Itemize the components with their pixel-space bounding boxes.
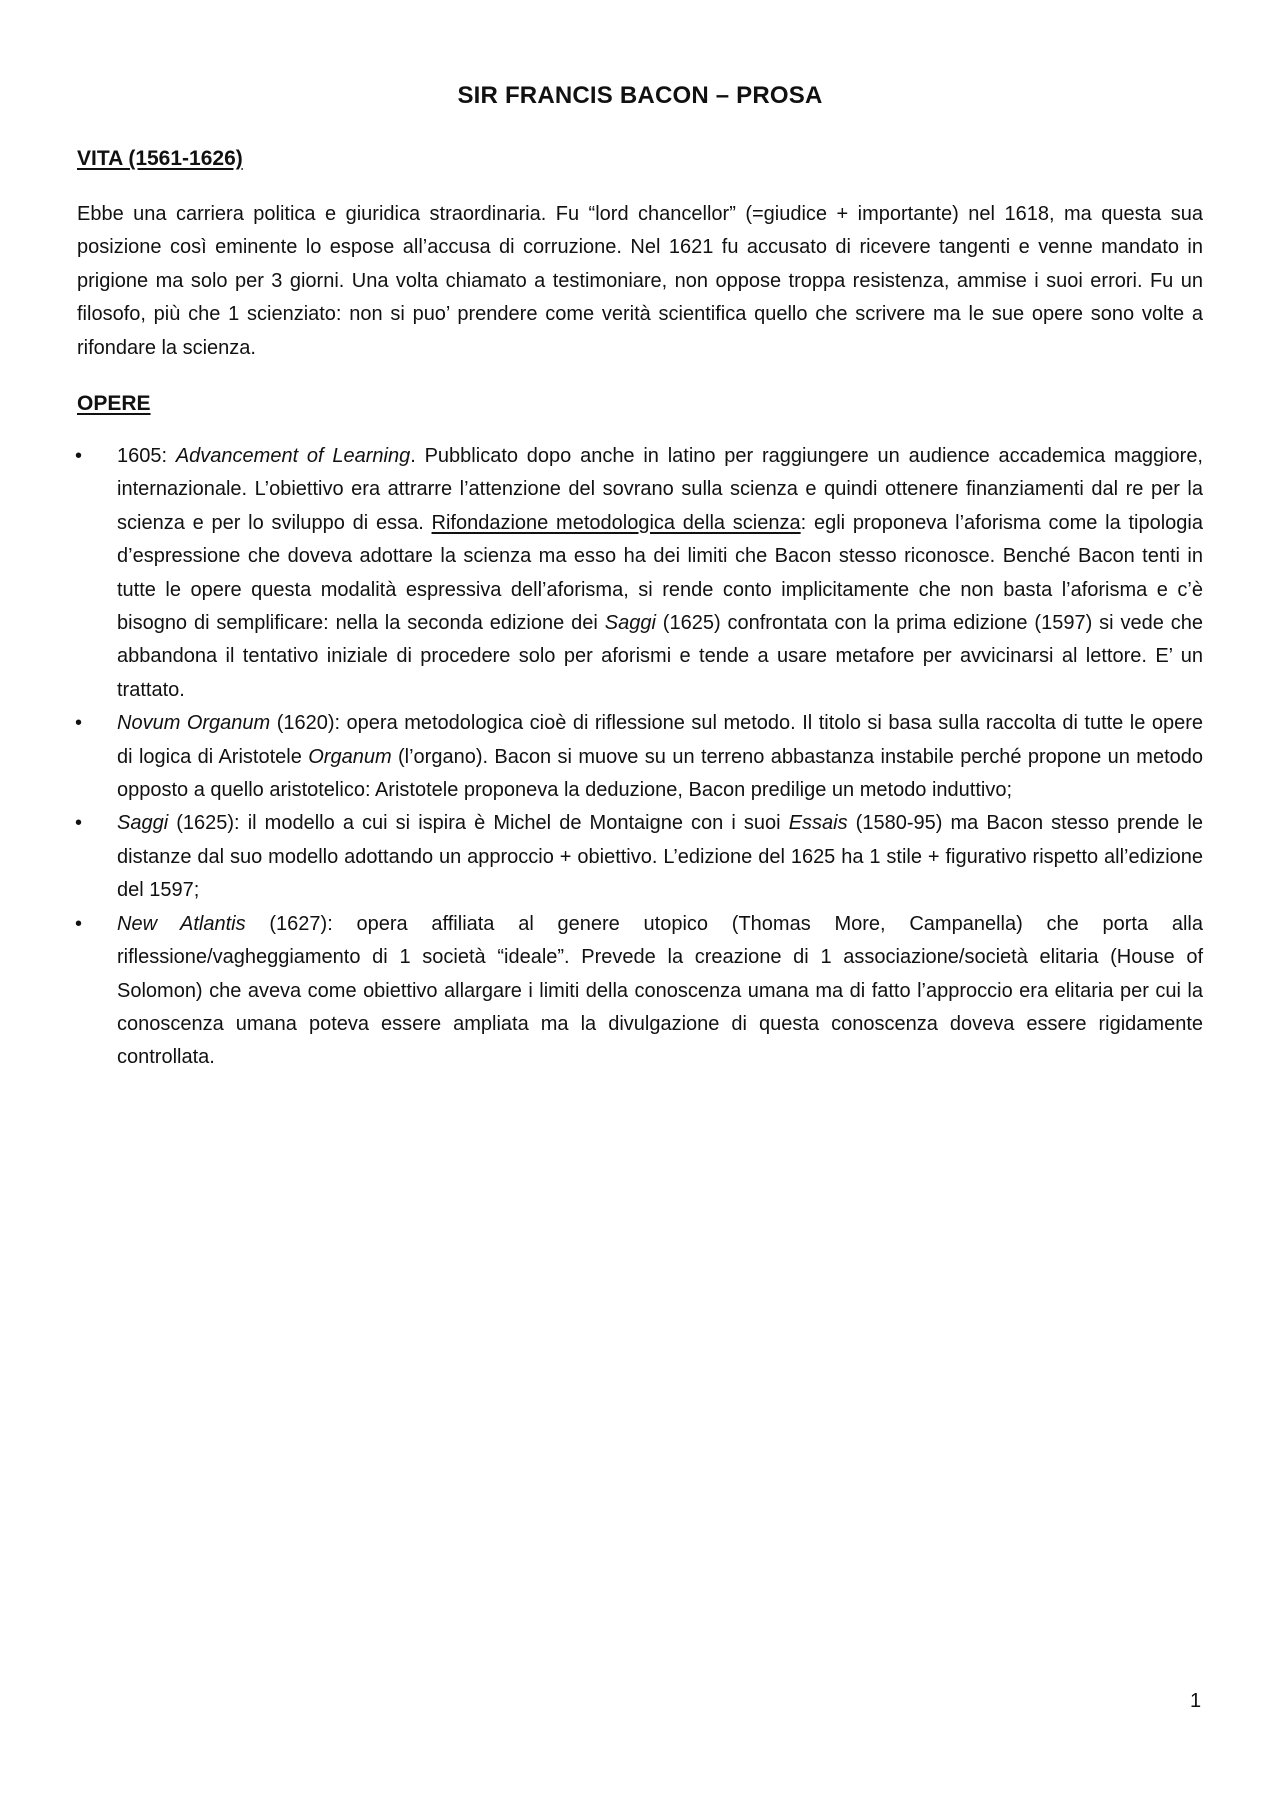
item-text: (1620): opera metodologica cioè di riflessione sul metodo. Il titolo si basa sulla raccolta di tutte le opere di logica di Aristotele [117, 712, 1204, 768]
opere-list [77, 440, 1203, 1075]
item-text: : egli proponeva l’aforisma come la tipologia d’espressione che doveva adottare la scienza ma esso ha dei limiti che Bacon stesso riconosce. Benché Bacon tenti in tutte le opere questa modalità espressiva dell’aforisma, si rende conto implicitamente che non basta l’aforisma e c’è bisogno di semplificare: nella la seconda edizione dei [117, 511, 1203, 635]
work-title: Novum Organum [117, 712, 271, 735]
work-title: Organum [308, 745, 392, 768]
work-title: Saggi [117, 812, 169, 835]
item-text: (1580-95) ma Bacon stesso prende le distanze dal suo modello adottando un approccio + obiettivo. L’edizione del 1625 ha 1 stile + figurativo rispetto all’edizione del 1597; [117, 812, 1203, 902]
item-text: (l’organo). Bacon si muove su un terreno abbastanza instabile perché propone un metodo opposto a quello aristotelico: Aristotele proponeva la deduzione, Bacon predilige un metodo induttivo; [117, 745, 1203, 802]
vita-paragraph: Ebbe una carriera politica e giuridica straordinaria. Fu “lord chancellor” (=giudice + importante) nel 1618, ma questa sua posizione così eminente lo espose all’accusa di corruzione. Nel 1621 fu accusato di ricevere tangenti e venne mandato in prigione ma solo per 3 giorni. Una volta chiamato a testimoniare, non oppose troppa resistenza, ammise i suoi errori. Fu un filosofo, più che 1 scienziato: non si puo’ prendere come verità scientifica quello che scrivere ma le sue opere sono volte a rifondare la scienza. [77, 203, 1203, 359]
item-text: . Pubblicato dopo anche in latino per raggiungere un audience accademica maggiore, internazionale. L’obiettivo era attrarre l’attenzione del sovrano sulla scienza e quindi ottenere finanziamenti dal re per la scienza e per lo sviluppo di essa. [117, 445, 1203, 534]
page-title: SIR FRANCIS BACON – PROSA [457, 82, 823, 109]
list-item [77, 440, 1203, 707]
item-text: (1627): opera affiliata al genere utopico (Thomas More, Campanella) che porta alla riflessione/vagheggiamento di 1 società “ideale”. Prevede la creazione di 1 associazione/società elitaria (House of Solomon) che aveva come obiettivo allargare i limiti della conoscenza umana ma di fatto l’approccio era elitaria per cui la conoscenza umana poteva essere ampliata ma la divulgazione di questa conoscenza doveva essere rigidamente controllata. [117, 912, 1203, 1069]
work-title: Saggi [604, 612, 656, 635]
bullet-icon: • [75, 712, 83, 735]
page-number: 1 [1190, 1690, 1202, 1712]
work-title: Advancement of Learning [175, 445, 411, 467]
section-heading-opere: OPERE [77, 392, 151, 415]
item-text: 1605: [117, 445, 176, 467]
item-text: (1625): il modello a cui si ispira è Michel de Montaigne con i suoi [168, 812, 789, 835]
list-item [77, 807, 1203, 907]
work-title: New Atlantis [117, 912, 246, 935]
list-item [77, 908, 1203, 1075]
item-text: (1625) confrontata con la prima edizione (1597) si vede che abbandona il tentativo iniziale di procedere solo per aforismi e tende a usare metafore per avvicinarsi al lettore. E’ un trattato. [117, 612, 1203, 701]
work-title: Essais [788, 812, 848, 835]
bullet-icon: • [75, 812, 83, 835]
section-heading-vita: VITA (1561-1626) [77, 147, 243, 170]
list-item [77, 707, 1203, 807]
underlined-phrase: Rifondazione metodologica della scienza [431, 511, 801, 534]
bullet-icon: • [75, 912, 83, 935]
bullet-icon: • [75, 445, 83, 467]
